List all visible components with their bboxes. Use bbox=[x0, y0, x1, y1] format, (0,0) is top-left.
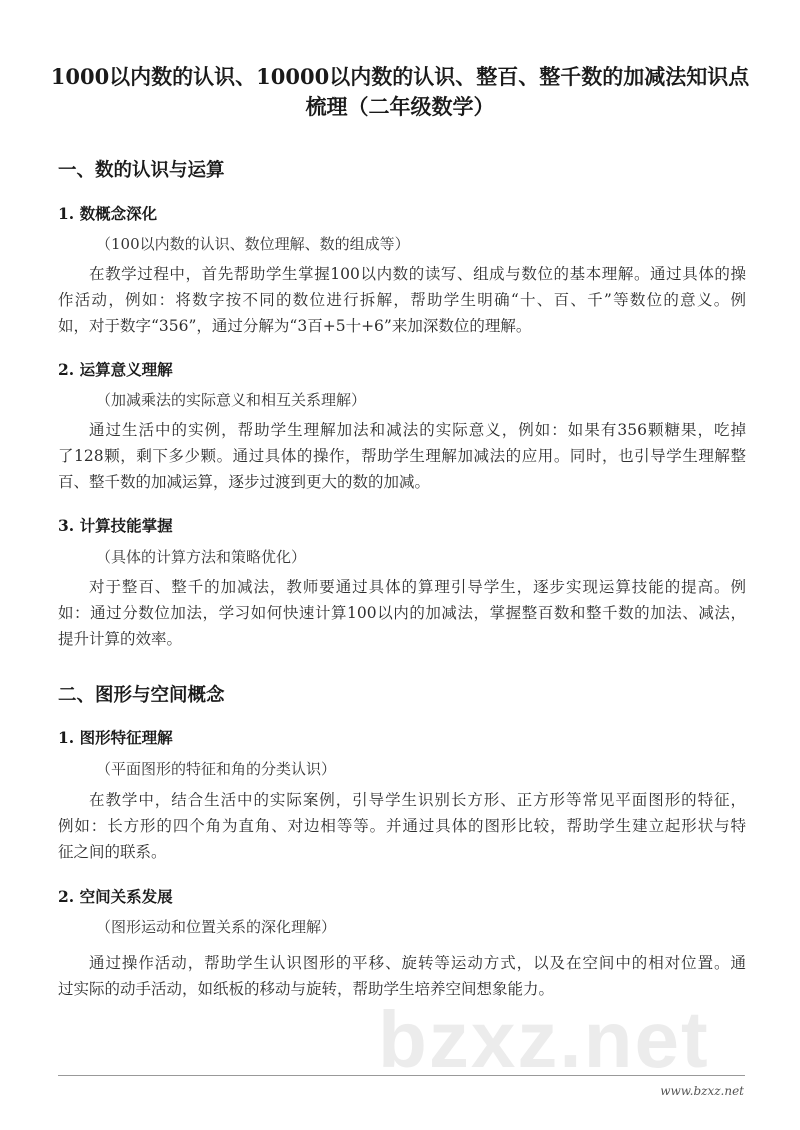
paragraph bbox=[58, 787, 746, 865]
section-heading: 二、图形与空间概念 bbox=[58, 685, 225, 706]
paragraph-line: 例如：长方形的四个角为直角、对边相等等。并通过具体的图形比较，帮助学生建立起形状与特 bbox=[58, 817, 746, 835]
paragraph-line: 如，对于数字“356”，通过分解为“3百+5十+6”来加深数位的理解。 bbox=[58, 317, 532, 335]
watermark: bzxz.net bbox=[378, 995, 710, 1084]
paragraph-line: 过实际的动手活动，如纸板的移动与旋转，帮助学生培养空间想象能力。 bbox=[58, 980, 555, 998]
paragraph-line: 在教学中，结合生活中的实际案例，引导学生识别长方形、正方形等常见平面图形的特征， bbox=[89, 791, 746, 809]
paragraph-line: 如：通过分数位加法，学习如何快速计算100以内的加减法，掌握整百数和整千数的加法、减法， bbox=[58, 604, 746, 622]
paragraph-line: 了128颗，剩下多少颗。通过具体的操作，帮助学生理解加减法的应用。同时，也引导学生理解整 bbox=[58, 447, 746, 465]
paragraph-line: 作活动，例如：将数字按不同的数位进行拆解，帮助学生明确“十、百、千”等数位的意义。例 bbox=[58, 291, 746, 309]
subsection-heading: 3. 计算技能掌握 bbox=[58, 516, 173, 535]
subsection-heading: 1. 图形特征理解 bbox=[58, 728, 173, 747]
subsection-subtitle: （平面图形的特征和角的分类认识） bbox=[96, 760, 337, 778]
paragraph bbox=[58, 261, 746, 339]
paragraph bbox=[58, 950, 746, 1002]
paragraph-line: 对于整百、整千的加减法，教师要通过具体的算理引导学生，逐步实现运算技能的提高。例 bbox=[89, 578, 746, 596]
section-heading: 一、数的认识与运算 bbox=[58, 160, 225, 181]
paragraph-line: 百、整千数的加减运算，逐步过渡到更大的数的加减。 bbox=[58, 473, 431, 491]
subsection-heading: 1. 数概念深化 bbox=[58, 204, 158, 223]
paragraph-line: 通过生活中的实例，帮助学生理解加法和减法的实际意义，例如：如果有356颗糖果，吃掉 bbox=[89, 421, 746, 439]
paragraph-line: 通过操作活动，帮助学生认识图形的平移、旋转等运动方式，以及在空间中的相对位置。通 bbox=[89, 954, 746, 972]
paragraph-line: 征之间的联系。 bbox=[58, 843, 167, 861]
subsection-subtitle: （图形运动和位置关系的深化理解） bbox=[96, 918, 337, 936]
subsection-heading: 2. 空间关系发展 bbox=[58, 887, 173, 906]
subsection-subtitle: （具体的计算方法和策略优化） bbox=[96, 548, 307, 566]
title-line: 梳理（二年级数学） bbox=[305, 94, 495, 119]
footer-divider bbox=[58, 1075, 745, 1076]
title-line: 1000以内数的认识、10000以内数的认识、整百、整千数的加减法知识点 bbox=[50, 64, 750, 89]
paragraph bbox=[58, 417, 746, 495]
subsection-heading: 2. 运算意义理解 bbox=[58, 360, 173, 379]
paragraph-line: 在教学过程中，首先帮助学生掌握100以内数的读写、组成与数位的基本理解。通过具体的操 bbox=[89, 265, 746, 283]
subsection-subtitle: （加减乘法的实际意义和相互关系理解） bbox=[96, 391, 367, 409]
subsection-subtitle: （100以内数的认识、数位理解、数的组成等） bbox=[96, 235, 410, 253]
footer-url: www.bzxz.net bbox=[660, 1084, 744, 1098]
paragraph-line: 提升计算的效率。 bbox=[58, 630, 183, 648]
document-title bbox=[20, 62, 780, 122]
paragraph bbox=[58, 574, 746, 652]
